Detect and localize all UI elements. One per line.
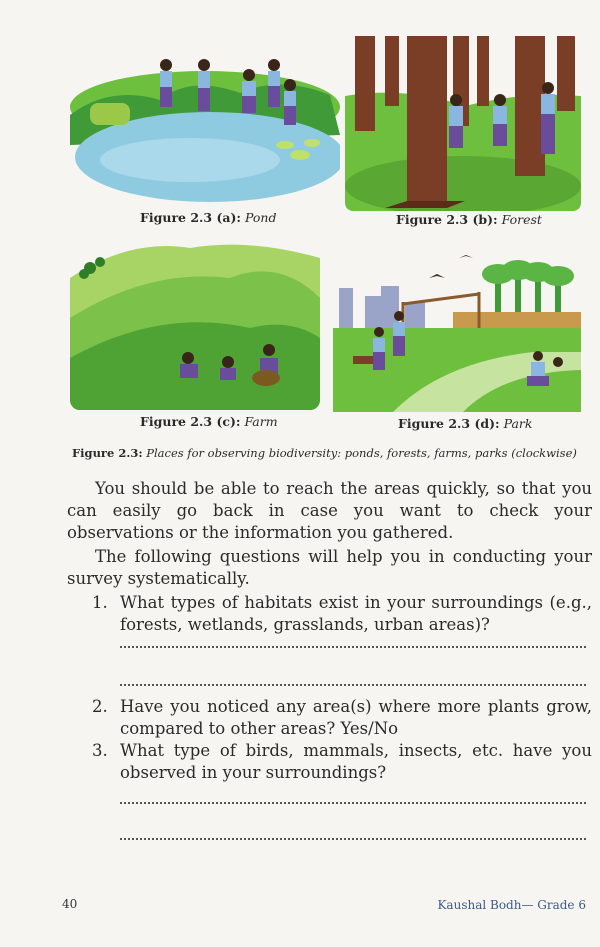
book-title: Kaushal Bodh— Grade 6 [437, 898, 586, 912]
figure-b-caption: Figure 2.3 (b): Forest [396, 212, 542, 227]
park-illustration [333, 252, 581, 412]
figure-2-3-caption: Figure 2.3: Places for observing biodiversity: ponds, forests, farms, parks (clockwise) [72, 446, 577, 460]
answer-line [120, 838, 586, 840]
question-3 [92, 740, 592, 784]
figure-a-caption: Figure 2.3 (a): Pond [140, 210, 277, 225]
question-number: 2. [92, 697, 108, 716]
forest-illustration [345, 36, 581, 211]
figure-c-caption: Figure 2.3 (c): Farm [140, 414, 278, 429]
question-2 [92, 696, 592, 740]
figure-d-caption: Figure 2.3 (d): Park [398, 416, 533, 431]
paragraph-reach-areas: You should be able to reach the areas quickly, so that you can easily go back in case you want to check your observations or the information you gathered. [67, 479, 592, 542]
question-number: 3. [92, 741, 108, 760]
farm-illustration [70, 238, 320, 410]
question-1 [92, 592, 592, 636]
answer-line [120, 684, 586, 686]
question-text: What type of birds, mammals, insects, etc. have you observed in your surroundings? [120, 741, 592, 782]
question-number: 1. [92, 593, 108, 612]
answer-line [120, 646, 586, 648]
paragraph-questions-intro: The following questions will help you in conducting your survey systematically. [67, 547, 592, 588]
question-text: Have you noticed any area(s) where more plants grow, compared to other areas? Yes/No [120, 697, 592, 738]
page-number: 40 [62, 897, 78, 911]
answer-line [120, 802, 586, 804]
question-text: What types of habitats exist in your surroundings (e.g., forests, wetlands, grasslands, urban areas)? [120, 593, 592, 634]
pond-illustration [70, 45, 340, 205]
